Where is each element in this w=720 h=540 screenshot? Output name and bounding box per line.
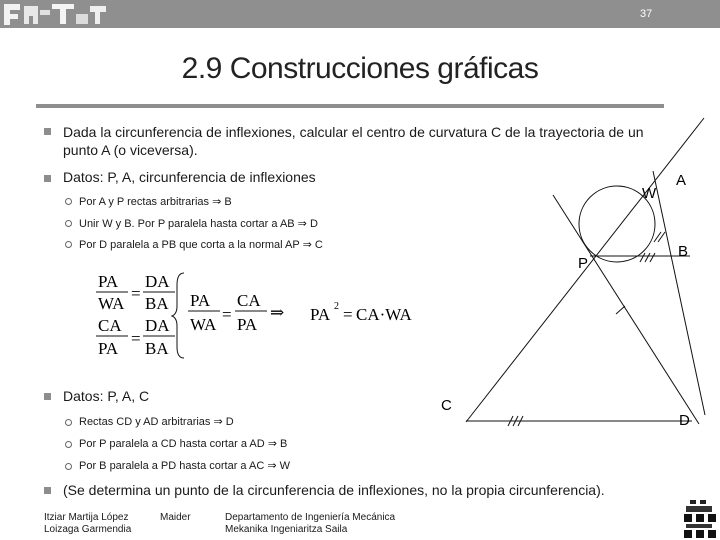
label-a: A — [676, 172, 687, 189]
eq-term: CA — [98, 316, 122, 335]
footer-author — [44, 512, 131, 536]
university-logo-footer — [680, 498, 720, 540]
step-b-2: Por P paralela a CD hasta cortar a AD ⇒ B — [79, 438, 288, 450]
line-a-d — [653, 171, 705, 415]
bullet-text-datos-1: Datos: P, A, circunferencia de inflexiones — [63, 169, 316, 185]
label-p: P — [578, 255, 589, 272]
label-b: B — [678, 243, 689, 260]
slide-title: 2.9 Construcciones gráficas — [181, 52, 539, 85]
eq-final-right: CA·WA — [356, 305, 412, 324]
eq-final-equals: = — [343, 305, 353, 324]
step-a-3: Por D paralela a PB que corta a la normal AP ⇒ C — [79, 239, 323, 251]
eq-term: WA — [98, 294, 125, 313]
footer-dept-line1: Departamento de Ingeniería Mecánica — [225, 512, 396, 523]
bullet-text-datos-2: Datos: P, A, C — [63, 388, 150, 404]
eq-term: WA — [190, 315, 217, 334]
eq-final-exponent: 2 — [334, 301, 339, 312]
eq-term: PA — [237, 315, 258, 334]
footer-department — [225, 512, 395, 536]
bullet-text-note: (Se determina un punto de la circunferencia de inflexiones, no la propia circunferencia). — [63, 482, 605, 498]
footer-coauthor: Maider — [160, 512, 191, 523]
eq-term: BA — [145, 294, 169, 313]
footer-dept-line2: Mekanika Ingeniaritza Saila — [225, 524, 348, 535]
label-d: D — [679, 412, 690, 429]
bullet-text-intro: Dada la circunferencia de inflexiones, calcular el centro de curvatura C de la trayectoria de un punto A (o viceversa). — [63, 124, 644, 158]
footer-author-line2: Loizaga Garmendia — [44, 524, 132, 535]
eq-term: DA — [145, 272, 170, 291]
step-b-3: Por B paralela a PD hasta cortar a AC ⇒ W — [79, 460, 290, 472]
eq-equals: = — [131, 329, 141, 348]
step-a-1: Por A y P rectas arbitrarias ⇒ B — [79, 196, 232, 208]
eq-term: BA — [145, 339, 169, 358]
eq-equals: = — [131, 284, 141, 303]
label-c: C — [441, 397, 452, 414]
step-b-1: Rectas CD y AD arbitrarias ⇒ D — [79, 416, 234, 428]
line-c-d — [553, 195, 699, 424]
eq-term: PA — [98, 272, 119, 291]
footer-author-line1: Itziar Martija López — [44, 512, 129, 523]
eq-final-left: PA — [310, 305, 331, 324]
eq-implies: ⇒ — [270, 303, 285, 322]
eq-term: PA — [190, 291, 211, 310]
eq-equals: = — [222, 305, 232, 324]
label-w: W — [642, 185, 657, 202]
slide-number: 37 — [640, 8, 653, 20]
eq-term: DA — [145, 316, 170, 335]
step-a-2: Unir W y B. Por P paralela hasta cortar a AB ⇒ D — [79, 218, 318, 230]
eq-term: PA — [98, 339, 119, 358]
eq-term: CA — [237, 291, 261, 310]
